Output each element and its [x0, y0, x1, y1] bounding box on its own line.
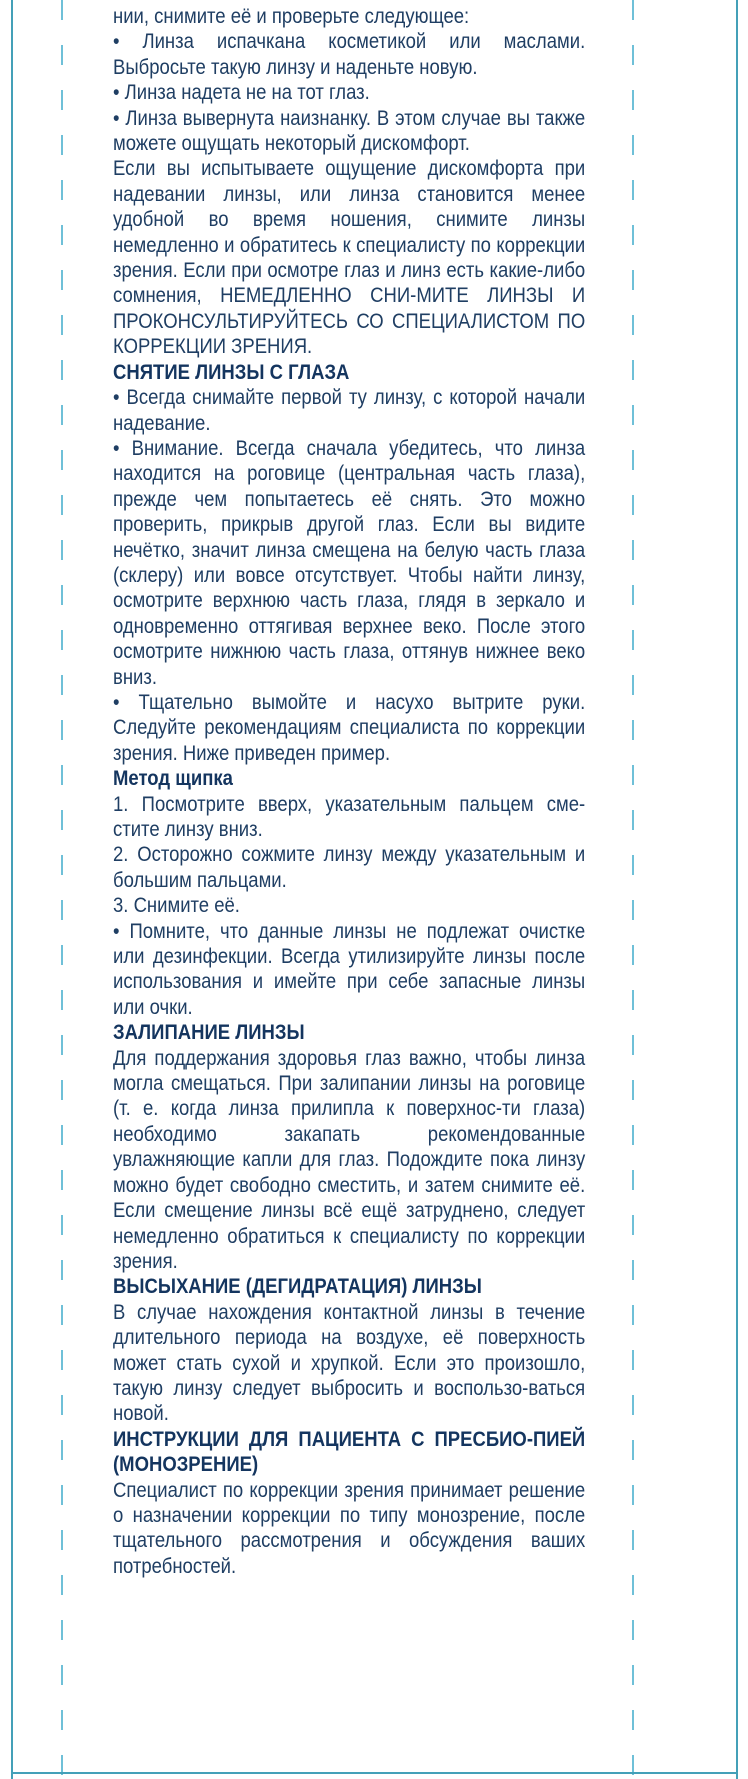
bullet-item: • Внимание. Всегда сначала убедитесь, что линза находится на роговице (центральная часть глаза), прежде чем попытаетесь её снять. Это можно проверить, прикрыв другой глаз. Если вы видите нечётко, значит линза смещена на белую часть глаза (склеру) или вовсе отсутствует. Чтобы найти линзу, осмотрите верхнюю часть глаза, глядя в зеркало и одновременно оттягивая верхнее веко. После этого осмотрите нижнюю часть глаза, оттянув нижнее веко вниз.	[113, 436, 586, 689]
section-heading-presbyopia-monovision: ИНСТРУКЦИИ ДЛЯ ПАЦИЕНТА С ПРЕСБИО-ПИЕЙ (МОНОЗРЕНИЕ)	[113, 1427, 586, 1477]
body-paragraph: Для поддержания здоровья глаз важно, чтобы линза могла смещаться. При залипании линзы на роговице (т. е. когда линза прилипла к поверхнос-ти глаза) необходимо закапать рекомендованные увлажняющие капли для глаз. Подождите пока линзу можно будет свободно сместить, и затем снимите её. Если смещение линзы всё ещё затруднено, следует немедленно обратиться к специалисту по коррекции зрения.	[113, 1046, 586, 1273]
right-cut-line	[736, 0, 738, 1779]
bullet-item: • Линза надета не на тот глаз.	[113, 81, 370, 105]
bottom-cut-line	[11, 1772, 738, 1774]
numbered-step: 2. Осторожно сожмите линзу между указательным и большим пальцами.	[113, 843, 586, 892]
body-paragraph: Если вы испытываете ощущение дискомфорта при надевании линзы, или линза становится менее удобной во время ношения, снимите линзы немедленно и обратитесь к специалисту по коррекции зрения. Если при осмотре глаз и линз есть какие-либо сомнения, НЕМЕДЛЕННО СНИ-МИТЕ ЛИНЗЫ И ПРОКОНСУЛЬТИРУЙТЕСЬ СО СПЕЦИАЛИСТОМ ПО КОРРЕКЦИИ ЗРЕНИЯ.	[113, 157, 586, 359]
bullet-item: • Всегда снимайте первой ту линзу, с которой начали надевание.	[113, 386, 586, 435]
body-paragraph: В случае нахождения контактной линзы в течение длительного периода на воздухе, её поверхность может стать сухой и хрупкой. Если это произошло, такую линзу следует выбросить и воспользо-ваться новой.	[113, 1300, 586, 1426]
section-heading-lens-dehydration: ВЫСЫХАНИЕ (ДЕГИДРАТАЦИЯ) ЛИНЗЫ	[113, 1275, 482, 1299]
section-heading-lens-removal: СНЯТИЕ ЛИНЗЫ С ГЛАЗА	[113, 360, 350, 384]
section-heading-lens-sticking: ЗАЛИПАНИЕ ЛИНЗЫ	[113, 1021, 305, 1045]
left-cut-line	[11, 0, 13, 1779]
bullet-item: • Тщательно вымойте и насухо вытрите руки. Следуйте рекомендациям специалиста по коррекции зрения. Ниже приведен пример.	[113, 690, 586, 765]
left-fold-dash-line	[61, 0, 63, 1779]
paragraph-continuation: нии, снимите её и проверьте следующее:	[113, 5, 470, 28]
body-paragraph: Специалист по коррекции зрения принимает решение о назначении коррекции по типу монозрение, после тщательного рассмотрения и обсуждения ваших потребностей.	[113, 1478, 586, 1578]
bullet-item: • Линза вывернута наизнанку. В этом случае вы также можете ощущать некоторый дискомфорт.	[113, 106, 586, 156]
subheading-pinch-method: Метод щипка	[113, 767, 233, 791]
bullet-item: • Помните, что данные линзы не подлежат очистке или дезинфекции. Всегда утилизируйте линзы после использования и имейте при себе запасные линзы или очки.	[113, 919, 586, 1019]
bullet-item: • Линза испачкана косметикой или маслами. Выбросьте такую линзу и наденьте новую.	[113, 30, 586, 79]
leaflet-text-column	[113, 4, 585, 1579]
right-fold-dash-line	[632, 0, 634, 1779]
numbered-step: 1. Посмотрите вверх, указательным пальцем сме-стите линзу вниз.	[113, 792, 586, 841]
numbered-step: 3. Снимите её.	[113, 894, 240, 918]
